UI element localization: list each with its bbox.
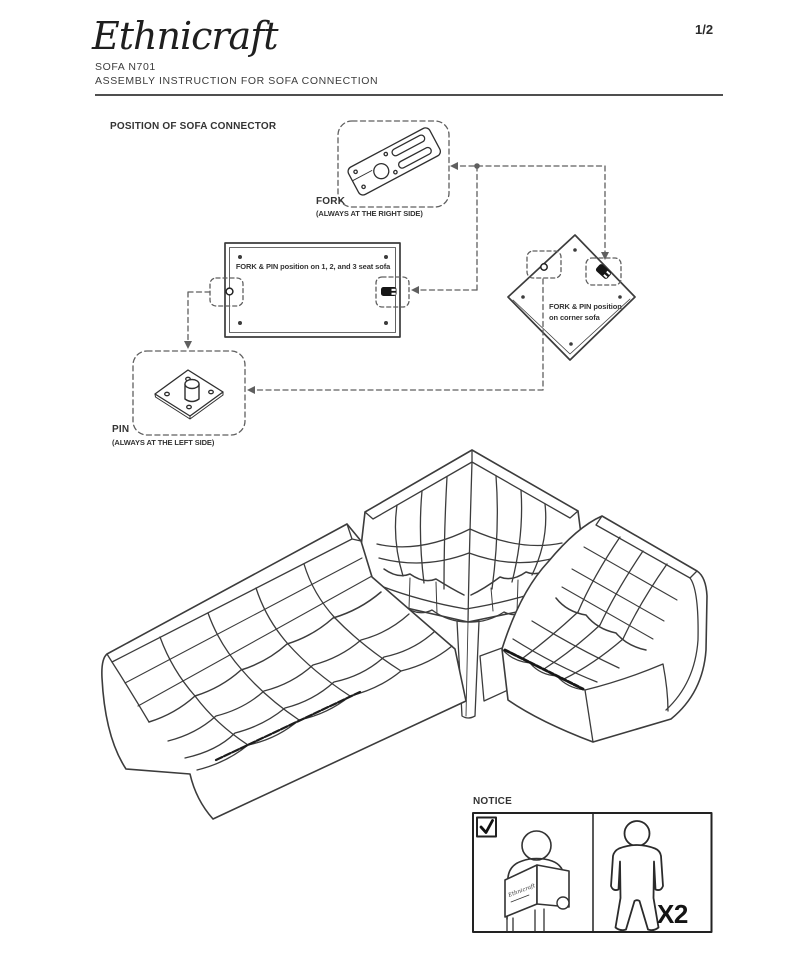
arrowhead-down bbox=[184, 341, 192, 349]
dashed-line bbox=[251, 279, 543, 390]
fork-connector-icon bbox=[346, 126, 442, 197]
sofa-illustration bbox=[102, 450, 707, 819]
header-divider bbox=[95, 94, 723, 97]
brand-logo: Ethnicraft bbox=[92, 14, 278, 58]
checked-checkbox bbox=[477, 818, 496, 837]
arrowhead-left bbox=[411, 286, 419, 294]
arrowhead-left bbox=[247, 386, 255, 394]
manual-cover-text: Ethnicraft bbox=[507, 883, 537, 899]
hand bbox=[557, 897, 569, 909]
pin-position-marker bbox=[226, 288, 233, 295]
fork-position-marker bbox=[381, 287, 397, 296]
junction-dot bbox=[474, 163, 480, 169]
corner-sofa-outline bbox=[508, 235, 635, 360]
pin-note: (ALWAYS AT THE LEFT SIDE) bbox=[112, 438, 215, 447]
product-name: SOFA N701 bbox=[95, 61, 156, 73]
standing-person-icon bbox=[611, 821, 663, 930]
arrowhead-left bbox=[450, 162, 458, 170]
seat-sofa-outline bbox=[225, 243, 400, 337]
corner-sofa-top-view bbox=[508, 235, 635, 360]
pin-connector-icon bbox=[155, 370, 223, 419]
seat-sofa-inner-line bbox=[230, 248, 396, 333]
screw-dots bbox=[521, 248, 622, 346]
seat-sofa-top-view bbox=[210, 243, 409, 337]
document-title: ASSEMBLY INSTRUCTION FOR SOFA CONNECTION bbox=[95, 75, 379, 87]
quantity-multiplier: X2 bbox=[657, 899, 688, 929]
dashed-line bbox=[188, 292, 210, 344]
notice-label: NOTICE bbox=[473, 796, 512, 807]
pin-label: PIN bbox=[112, 424, 130, 435]
fork-position-marker bbox=[595, 263, 612, 280]
connector-routing-lines bbox=[188, 166, 605, 390]
arrowhead-down bbox=[601, 252, 609, 260]
section-heading: POSITION OF SOFA CONNECTOR bbox=[110, 121, 277, 132]
reading-person-icon bbox=[505, 831, 569, 931]
fork-connector-detail bbox=[338, 121, 449, 207]
seat-sofa-note: FORK & PIN position on 1, 2, and 3 seat sofa bbox=[235, 262, 391, 271]
fork-note: (ALWAYS AT THE RIGHT SIDE) bbox=[316, 209, 423, 218]
pin-position-marker bbox=[541, 264, 547, 270]
corner-sofa-note-line1: FORK & PIN position bbox=[549, 302, 622, 311]
page-number: 1/2 bbox=[695, 22, 714, 37]
fork-label: FORK bbox=[316, 196, 346, 207]
corner-sofa-note-line2: on corner sofa bbox=[549, 313, 600, 322]
pin-connector-detail bbox=[133, 351, 245, 435]
